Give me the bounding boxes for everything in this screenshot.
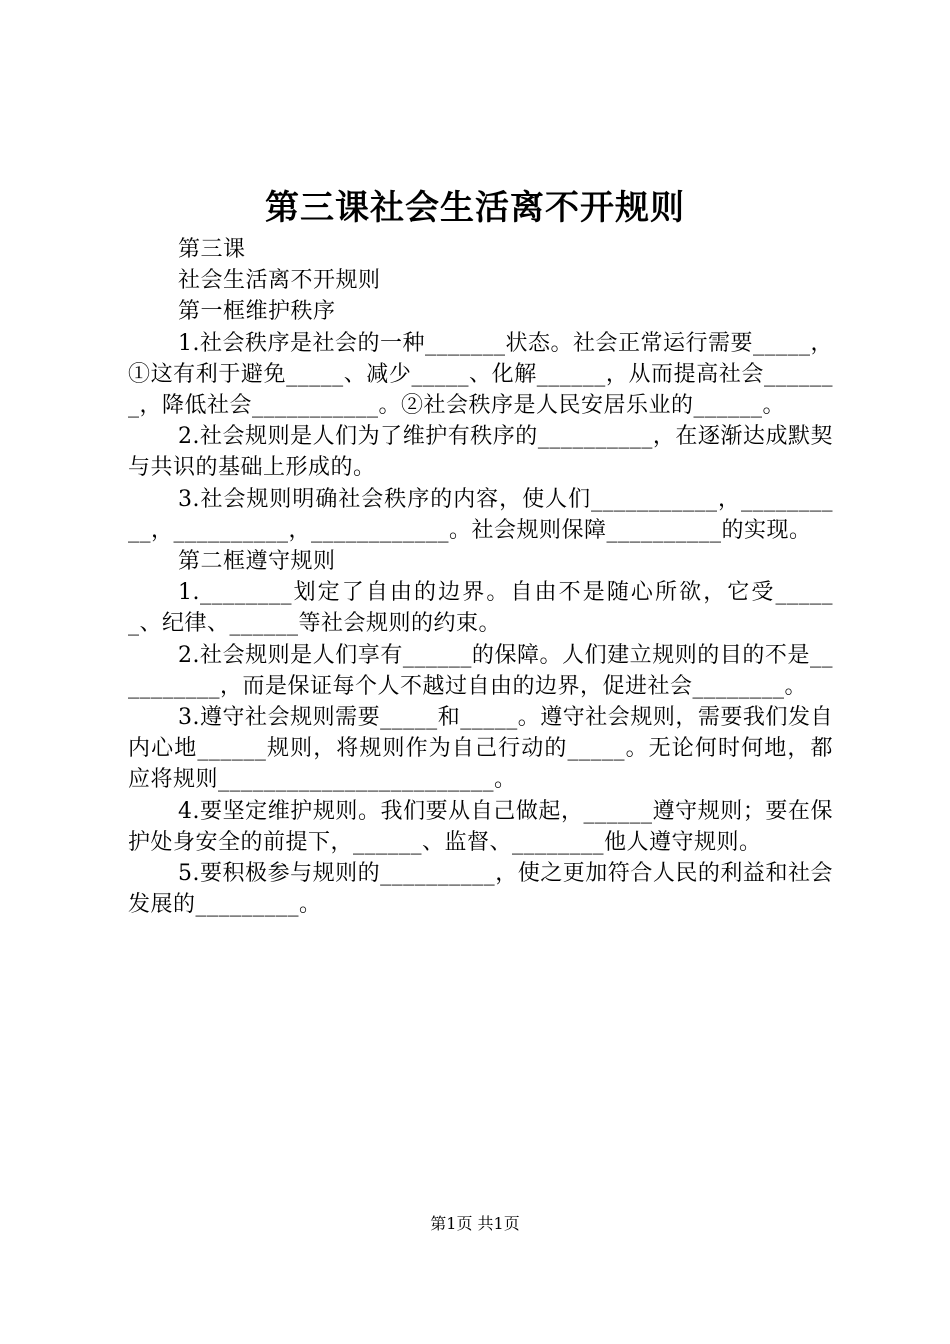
paragraph-2-2: 2.社会规则是人们享有______的保障。人们建立规则的目的不是__________，而是保证每个人不越过自由的边界，促进社会________。 [128,642,833,699]
document-body [128,234,833,920]
page-footer: 第1页 共1页 [430,1214,520,1233]
document-title: 第三课社会生活离不开规则 [265,188,685,228]
paragraph-2-1: 1.________划定了自由的边界。自由不是随心所欲，它受______、纪律、______等社会规则的约束。 [128,580,833,637]
paragraph-1-2: 2.社会规则是人们为了维护有秩序的__________，在逐渐达成默契与共识的基础上形成的。 [128,424,833,481]
paragraph-1-1: 1.社会秩序是社会的一种_______状态。社会正常运行需要_____，①这有利于避免_____、减少_____、化解______，从而提高社会_______，降低社会___________。②社会秩序是人民安居乐业的______。 [128,330,833,419]
section-heading-1: 第一框维护秩序 [178,299,336,325]
paragraph-1-3: 3.社会规则明确社会秩序的内容，使人们___________，__________，__________，____________。社会规则保障__________的实现。 [128,486,833,543]
paragraph-2-3: 3.遵守社会规则需要_____和_____。遵守社会规则，需要我们发自内心地______规则，将规则作为自己行动的_____。无论何时何地，都应将规则________________________。 [128,705,833,793]
section-heading-2: 第二框遵守规则 [178,549,336,575]
lesson-heading: 第三课 [178,237,246,262]
paragraph-2-5: 5.要积极参与规则的__________，使之更加符合人民的利益和社会发展的_________。 [128,861,833,918]
paragraph-2-4: 4.要坚定维护规则。我们要从自己做起，______遵守规则；要在保护处身安全的前提下，______、监督、________他人遵守规则。 [128,798,833,855]
lesson-subtitle: 社会生活离不开规则 [178,268,381,294]
